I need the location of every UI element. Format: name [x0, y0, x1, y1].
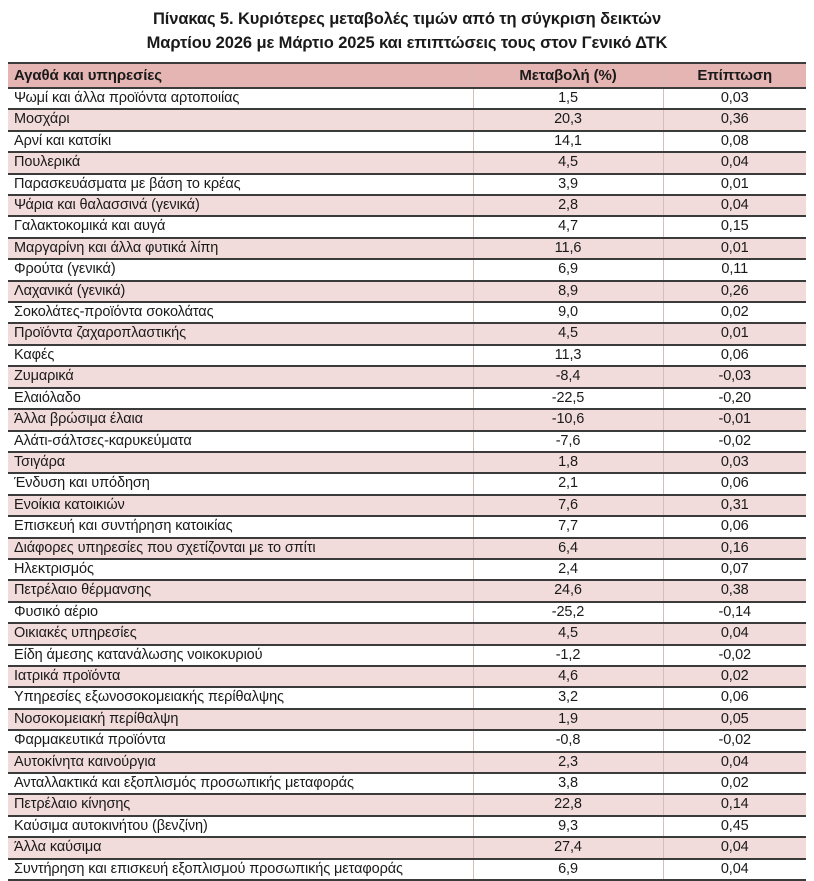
table-row: [8, 794, 806, 815]
table-row: [8, 752, 806, 773]
change-cell: 8,9: [473, 281, 663, 302]
change-cell: 4,7: [473, 216, 663, 237]
item-cell: Διάφορες υπηρεσίες που σχετίζονται με το σπίτι: [8, 538, 473, 559]
item-cell: Νοσοκομειακή περίθαλψη: [8, 709, 473, 730]
table-row: [8, 259, 806, 280]
column-header-impact: Επίπτωση: [663, 63, 806, 88]
table-row: [8, 538, 806, 559]
item-cell: Είδη άμεσης κατανάλωσης νοικοκυριού: [8, 645, 473, 666]
item-cell: Υπηρεσίες εξωνοσοκομειακής περίθαλψης: [8, 687, 473, 708]
impact-cell: -0,02: [663, 645, 806, 666]
item-cell: Παρασκευάσματα με βάση το κρέας: [8, 174, 473, 195]
change-cell: 2,8: [473, 195, 663, 216]
item-cell: Φαρμακευτικά προϊόντα: [8, 730, 473, 751]
impact-cell: 0,31: [663, 495, 806, 516]
table-row: [8, 559, 806, 580]
item-cell: Ζυμαρικά: [8, 366, 473, 387]
impact-cell: -0,03: [663, 366, 806, 387]
item-cell: Ελαιόλαδο: [8, 388, 473, 409]
table-row: [8, 473, 806, 494]
table-row: [8, 238, 806, 259]
item-cell: Ιατρικά προϊόντα: [8, 666, 473, 687]
item-cell: Φυσικό αέριο: [8, 602, 473, 623]
impact-cell: 0,02: [663, 666, 806, 687]
table-row: [8, 602, 806, 623]
title-line-2: Μαρτίου 2026 με Μάρτιο 2025 και επιπτώσεις τους στον Γενικό ΔΤΚ: [146, 34, 668, 52]
change-cell: -0,8: [473, 730, 663, 751]
change-cell: 3,8: [473, 773, 663, 794]
table-row: [8, 109, 806, 130]
impact-cell: 0,04: [663, 859, 806, 880]
impact-cell: -0,02: [663, 431, 806, 452]
change-cell: 6,9: [473, 259, 663, 280]
impact-cell: 0,16: [663, 538, 806, 559]
table-row: [8, 859, 806, 880]
item-cell: Ένδυση και υπόδηση: [8, 473, 473, 494]
impact-cell: 0,45: [663, 816, 806, 837]
impact-cell: 0,15: [663, 216, 806, 237]
impact-cell: 0,14: [663, 794, 806, 815]
table-row: [8, 645, 806, 666]
impact-cell: 0,02: [663, 773, 806, 794]
item-cell: Πουλερικά: [8, 152, 473, 173]
item-cell: Ανταλλακτικά και εξοπλισμός προσωπικής μεταφοράς: [8, 773, 473, 794]
item-cell: Οικιακές υπηρεσίες: [8, 623, 473, 644]
change-cell: 2,1: [473, 473, 663, 494]
impact-cell: 0,07: [663, 559, 806, 580]
change-cell: 1,5: [473, 88, 663, 109]
table-row: [8, 431, 806, 452]
table-row: [8, 730, 806, 751]
impact-cell: 0,08: [663, 131, 806, 152]
change-cell: 11,3: [473, 345, 663, 366]
impact-cell: 0,01: [663, 238, 806, 259]
change-cell: -22,5: [473, 388, 663, 409]
table-row: [8, 516, 806, 537]
change-cell: 4,5: [473, 152, 663, 173]
item-cell: Σοκολάτες-προϊόντα σοκολάτας: [8, 302, 473, 323]
item-cell: Φρούτα (γενικά): [8, 259, 473, 280]
table-row: [8, 388, 806, 409]
table-row: [8, 495, 806, 516]
table-row: [8, 687, 806, 708]
item-cell: Προϊόντα ζαχαροπλαστικής: [8, 323, 473, 344]
impact-cell: 0,36: [663, 109, 806, 130]
change-cell: 4,5: [473, 623, 663, 644]
impact-cell: 0,06: [663, 687, 806, 708]
change-cell: -7,6: [473, 431, 663, 452]
impact-cell: 0,26: [663, 281, 806, 302]
change-cell: 11,6: [473, 238, 663, 259]
impact-cell: 0,04: [663, 152, 806, 173]
change-cell: 6,9: [473, 859, 663, 880]
change-cell: 6,4: [473, 538, 663, 559]
impact-cell: 0,04: [663, 623, 806, 644]
table-title: [0, 0, 814, 62]
change-cell: 3,9: [473, 174, 663, 195]
item-cell: Αλάτι-σάλτσες-καρυκεύματα: [8, 431, 473, 452]
item-cell: Αυτοκίνητα καινούργια: [8, 752, 473, 773]
title-line-1: Πίνακας 5. Κυριότερες μεταβολές τιμών από τη σύγκριση δεικτών: [152, 10, 662, 28]
table-row: [8, 816, 806, 837]
change-cell: 7,6: [473, 495, 663, 516]
table-row: [8, 131, 806, 152]
impact-cell: 0,03: [663, 88, 806, 109]
impact-cell: 0,06: [663, 516, 806, 537]
table-row: [8, 174, 806, 195]
item-cell: Τσιγάρα: [8, 452, 473, 473]
change-cell: 27,4: [473, 837, 663, 858]
change-cell: 4,6: [473, 666, 663, 687]
change-cell: 2,3: [473, 752, 663, 773]
item-cell: Ηλεκτρισμός: [8, 559, 473, 580]
impact-cell: 0,01: [663, 323, 806, 344]
impact-cell: 0,06: [663, 473, 806, 494]
change-cell: -25,2: [473, 602, 663, 623]
change-cell: -10,6: [473, 409, 663, 430]
change-cell: -1,2: [473, 645, 663, 666]
impact-cell: -0,14: [663, 602, 806, 623]
change-cell: 14,1: [473, 131, 663, 152]
change-cell: 2,4: [473, 559, 663, 580]
item-cell: Ψωμί και άλλα προϊόντα αρτοποιίας: [8, 88, 473, 109]
impact-cell: 0,06: [663, 345, 806, 366]
impact-cell: 0,04: [663, 752, 806, 773]
item-cell: Άλλα καύσιμα: [8, 837, 473, 858]
price-changes-table: [8, 62, 806, 881]
table-row: [8, 281, 806, 302]
header-row: [8, 63, 806, 88]
item-cell: Επισκευή και συντήρηση κατοικίας: [8, 516, 473, 537]
item-cell: Καύσιμα αυτοκινήτου (βενζίνη): [8, 816, 473, 837]
table-row: [8, 452, 806, 473]
change-cell: 24,6: [473, 580, 663, 601]
change-cell: 9,0: [473, 302, 663, 323]
impact-cell: -0,01: [663, 409, 806, 430]
change-cell: 4,5: [473, 323, 663, 344]
impact-cell: 0,01: [663, 174, 806, 195]
item-cell: Καφές: [8, 345, 473, 366]
impact-cell: 0,11: [663, 259, 806, 280]
change-cell: 20,3: [473, 109, 663, 130]
impact-cell: -0,20: [663, 388, 806, 409]
table-row: [8, 302, 806, 323]
item-cell: Πετρέλαιο θέρμανσης: [8, 580, 473, 601]
change-cell: -8,4: [473, 366, 663, 387]
table-row: [8, 195, 806, 216]
impact-cell: 0,05: [663, 709, 806, 730]
table-row: [8, 409, 806, 430]
table-row: [8, 152, 806, 173]
item-cell: Μαργαρίνη και άλλα φυτικά λίπη: [8, 238, 473, 259]
table-row: [8, 623, 806, 644]
table-row: [8, 323, 806, 344]
item-cell: Άλλα βρώσιμα έλαια: [8, 409, 473, 430]
item-cell: Μοσχάρι: [8, 109, 473, 130]
change-cell: 7,7: [473, 516, 663, 537]
change-cell: 1,8: [473, 452, 663, 473]
column-header-goods-services: Αγαθά και υπηρεσίες: [8, 63, 473, 88]
impact-cell: 0,02: [663, 302, 806, 323]
column-header-change-pct: Μεταβολή (%): [473, 63, 663, 88]
item-cell: Πετρέλαιο κίνησης: [8, 794, 473, 815]
item-cell: Γαλακτοκομικά και αυγά: [8, 216, 473, 237]
table-body: [8, 88, 806, 880]
table-row: [8, 709, 806, 730]
item-cell: Αρνί και κατσίκι: [8, 131, 473, 152]
impact-cell: 0,38: [663, 580, 806, 601]
table-row: [8, 88, 806, 109]
impact-cell: -0,02: [663, 730, 806, 751]
table-row: [8, 345, 806, 366]
item-cell: Ενοίκια κατοικιών: [8, 495, 473, 516]
impact-cell: 0,03: [663, 452, 806, 473]
change-cell: 3,2: [473, 687, 663, 708]
table-row: [8, 216, 806, 237]
impact-cell: 0,04: [663, 195, 806, 216]
item-cell: Λαχανικά (γενικά): [8, 281, 473, 302]
table-row: [8, 666, 806, 687]
item-cell: Συντήρηση και επισκευή εξοπλισμού προσωπικής μεταφοράς: [8, 859, 473, 880]
item-cell: Ψάρια και θαλασσινά (γενικά): [8, 195, 473, 216]
impact-cell: 0,04: [663, 837, 806, 858]
change-cell: 1,9: [473, 709, 663, 730]
table-row: [8, 366, 806, 387]
change-cell: 22,8: [473, 794, 663, 815]
table-row: [8, 580, 806, 601]
change-cell: 9,3: [473, 816, 663, 837]
table-row: [8, 837, 806, 858]
table-row: [8, 773, 806, 794]
